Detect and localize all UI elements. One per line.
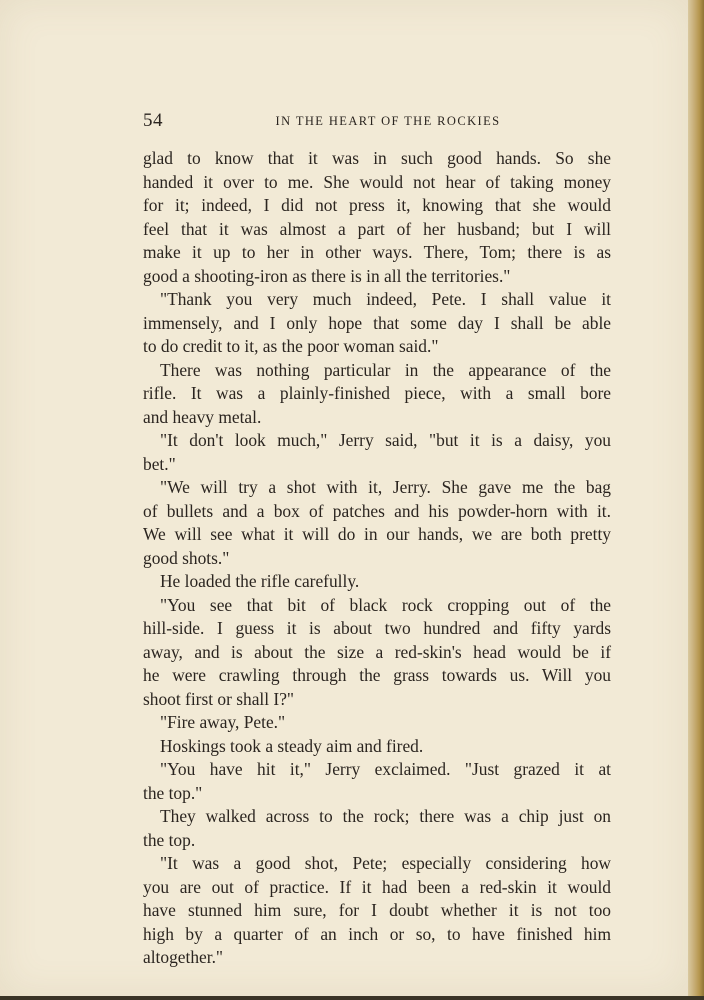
text-line: "Fire away, Pete." — [160, 712, 286, 732]
page-header — [143, 110, 611, 132]
text-line: for it; indeed, I did not press it, knowing that she would — [143, 195, 611, 215]
text-line: have stunned him sure, for I doubt whether it is not too — [143, 900, 611, 920]
page-edge-bottom — [0, 996, 704, 1000]
page-edge-right — [688, 0, 704, 1000]
text-line: bet." — [143, 453, 176, 474]
text-line: There was nothing particular in the appearance of the — [160, 359, 611, 380]
text-line: altogether." — [143, 947, 224, 967]
text-line: handed it over to me. She would not hear of taking money — [143, 171, 611, 192]
text-line: "It was a good shot, Pete; especially considering how — [160, 853, 611, 873]
text-line: high by a quarter of an inch or so, to have finished him — [143, 923, 611, 944]
text-line: of bullets and a box of patches and his powder-horn with it. — [143, 500, 611, 521]
text-line: to do credit to it, as the poor woman said." — [143, 336, 439, 356]
text-line: They walked across to the rock; there was a chip just on — [160, 806, 611, 826]
text-line: "Thank you very much indeed, Pete. I shall value it — [160, 289, 611, 309]
text-line: "You see that bit of black rock cropping out of the — [160, 594, 611, 615]
text-line: hill-side. I guess it is about two hundred and fifty yards — [143, 618, 611, 638]
text-line: We will see what it will do in our hands, we are both pretty — [143, 524, 611, 544]
text-line: good shots." — [143, 547, 230, 568]
text-line: shoot first or shall I?" — [143, 688, 295, 709]
text-line: he were crawling through the grass towards us. Will you — [143, 665, 611, 685]
running-head: IN THE HEART OF THE ROCKIES — [275, 114, 501, 128]
text-line: Hoskings took a steady aim and fired. — [160, 735, 424, 756]
text-line: and heavy metal. — [143, 406, 262, 427]
text-line: make it up to her in other ways. There, Tom; there is as — [143, 242, 611, 262]
text-line: "You have hit it," Jerry exclaimed. "Just grazed it at — [160, 759, 611, 779]
text-line: you are out of practice. If it had been a red-skin it would — [143, 876, 611, 897]
text-line: He loaded the rifle carefully. — [160, 571, 360, 591]
text-line: immensely, and I only hope that some day I shall be able — [143, 312, 611, 333]
text-line: away, and is about the size a red-skin's head would be if — [143, 641, 611, 662]
text-line: the top. — [143, 829, 196, 850]
text-line: "It don't look much," Jerry said, "but it is a daisy, you — [160, 430, 611, 450]
text-line: rifle. It was a plainly-finished piece, with a small bore — [143, 383, 611, 403]
text-line: good a shooting-iron as there is in all the territories." — [143, 265, 511, 286]
text-line: glad to know that it was in such good hands. So she — [143, 148, 611, 168]
text-line: "We will try a shot with it, Jerry. She gave me the bag — [160, 477, 611, 497]
page-number: 54 — [143, 110, 163, 131]
text-line: feel that it was almost a part of her husband; but I will — [143, 218, 611, 239]
body-text — [143, 147, 611, 970]
text-line: the top." — [143, 782, 203, 803]
